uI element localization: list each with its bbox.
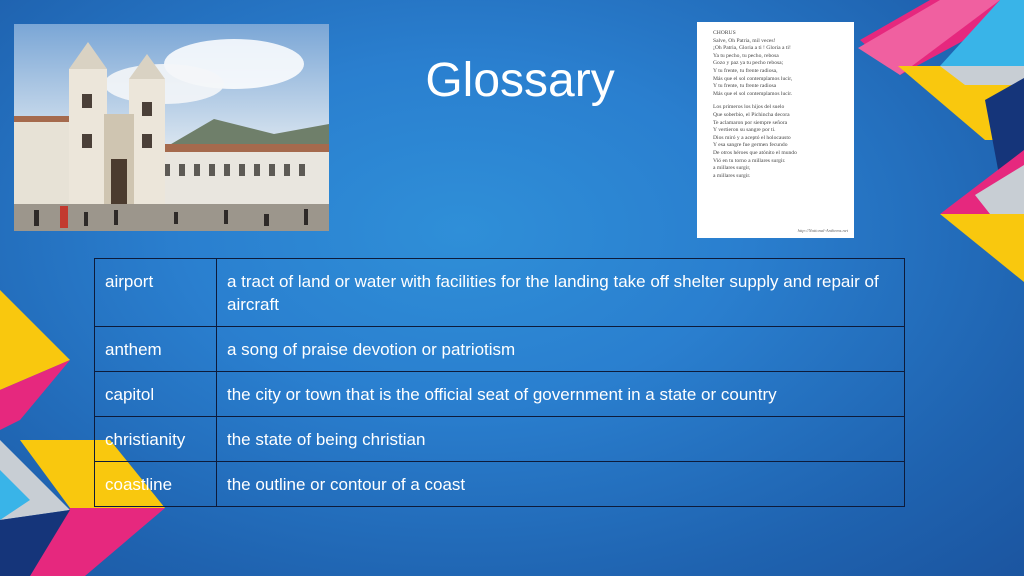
- lyrics-line: Ya tu pecho, tu pecho, rebosa: [713, 52, 779, 59]
- term-cell: airport: [95, 259, 217, 327]
- lyrics-line: Los primeros los hijos del suelo: [713, 104, 785, 111]
- lyrics-stanza: [713, 104, 844, 180]
- term-cell: christianity: [95, 417, 217, 462]
- lyrics-line: Y esa sangre fue germen fecundo: [713, 142, 788, 149]
- lyrics-credit: http://National-Anthems.net: [797, 228, 848, 234]
- lyrics-line: Y tu frente, tu frente radiosa,: [713, 67, 778, 74]
- lyrics-line: Te aclamaron por siempre señora: [713, 119, 788, 126]
- lyrics-line: CHORUS: [713, 30, 736, 36]
- lyrics-line: Gozo y paz ya tu pecho rebosa;: [713, 60, 784, 67]
- lyrics-line: Y vertieron su sangre por ti.: [713, 127, 776, 134]
- lyrics-line: Vió en tu torno a millares surgir.: [713, 157, 786, 164]
- lyrics-line: a millares surgir,: [713, 165, 751, 172]
- definition-cell: the city or town that is the official seat of government in a state or country: [217, 372, 905, 417]
- slide-title: Glossary: [425, 54, 615, 107]
- glossary-table: [94, 258, 905, 507]
- lyrics-line: Que soberbio, el Pichincha decora: [713, 111, 790, 118]
- table-row: [95, 372, 905, 417]
- definition-cell: the state of being christian: [217, 417, 905, 462]
- lyrics-line: Más que el sol contemplamos lucir,: [713, 75, 793, 82]
- lyrics-line: Y tu frente, tu frente radiosa: [713, 83, 777, 90]
- term-cell: anthem: [95, 327, 217, 372]
- definition-cell: a song of praise devotion or patriotism: [217, 327, 905, 372]
- lyrics-line: Dios miró y a aceptó el holocausto: [713, 134, 791, 141]
- term-cell: capitol: [95, 372, 217, 417]
- lyrics-line: a millares surgir.: [713, 172, 751, 179]
- church-photo: [14, 24, 329, 231]
- lyrics-stanza: [713, 30, 844, 98]
- anthem-lyrics-sheet: [697, 22, 854, 238]
- lyrics-line: ¡Oh Patria, Gloria a ti ! Gloria a ti!: [713, 45, 791, 52]
- table-row: [95, 462, 905, 507]
- lyrics-line: Salve, Oh Patria, mil veces!: [713, 37, 776, 44]
- definition-cell: the outline or contour of a coast: [217, 462, 905, 507]
- deco-yellow-right-low: [940, 214, 1024, 282]
- table-row: [95, 259, 905, 327]
- lyrics-line: De otros héroes que atónito el mundo: [713, 149, 797, 156]
- lyrics-line: Más que el sol contemplamos lucir.: [713, 90, 793, 97]
- definition-cell: a tract of land or water with facilities for the landing take off shelter supply and repair of aircraft: [217, 259, 905, 327]
- table-row: [95, 417, 905, 462]
- term-cell: coastline: [95, 462, 217, 507]
- table-row: [95, 327, 905, 372]
